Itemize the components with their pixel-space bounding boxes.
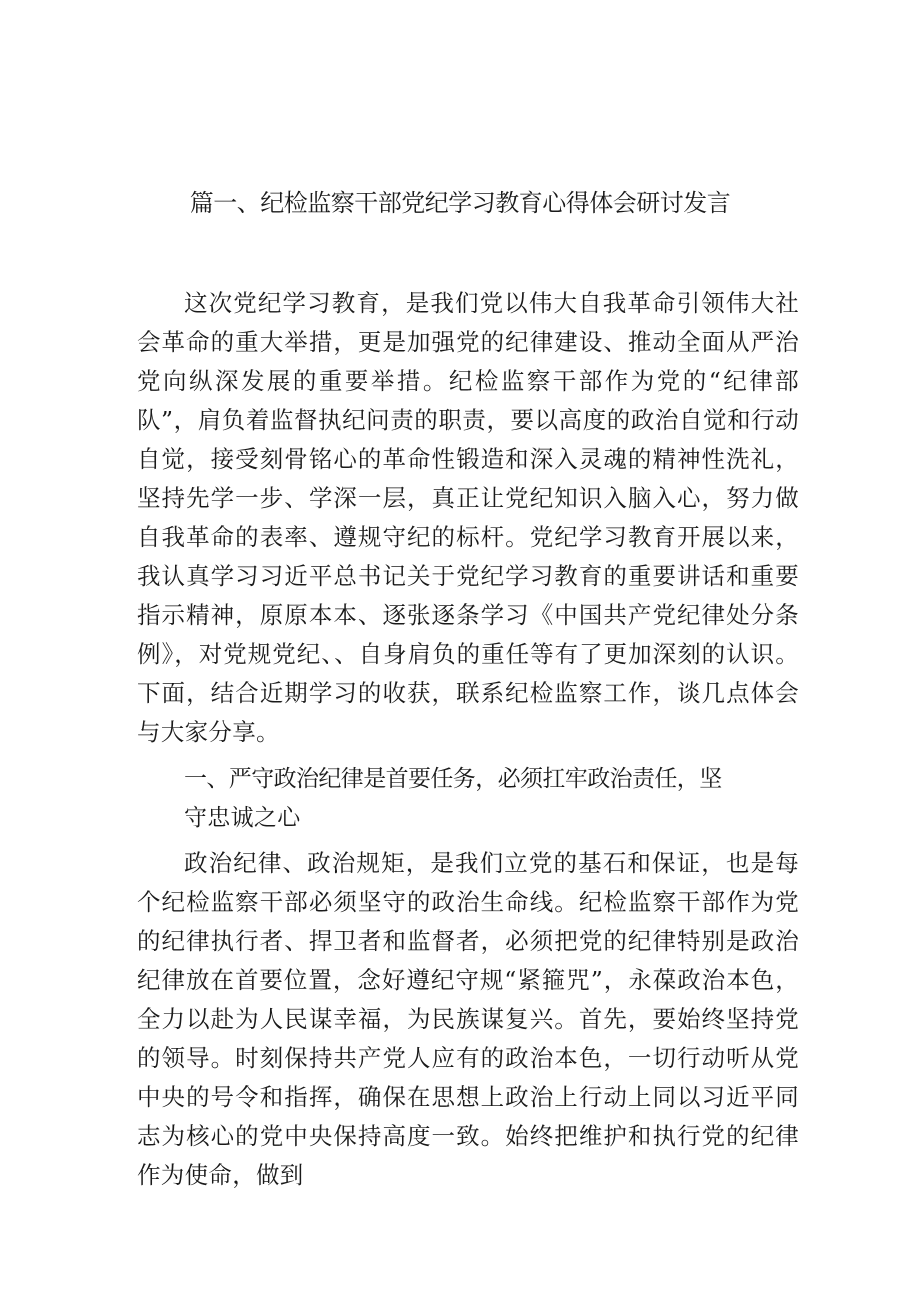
body-paragraph-2: 政治纪律、政治规矩，是我们立党的基石和保证，也是每个纪检监察干部必须坚守的政治生命线。纪检监察干部作为党的纪律执行者、捍卫者和监督者，必须把党的纪律特别是政治纪律放在首要位置，念好遵纪守规“紧箍咒”，永葆政治本色，全力以赴为人民谋幸福，为民族谋复兴。首先，要始终坚持党的领导。时刻保持共产党人应有的政治本色，一切行动听从党中央的号令和指挥，确保在思想上政治上行动上同以习近平同志为核心的党中央保持高度一致。始终把维护和执行党的纪律作为使命，做到 xyxy=(137,849,799,1189)
section-1-heading-line1: 一、严守政治纪律是首要任务，必须扛牢政治责任，坚 xyxy=(184,766,722,792)
section-1-heading xyxy=(137,760,777,838)
section-1-heading-line2: 守忠诚之心 xyxy=(184,805,301,831)
document-title: 篇一、纪检监察干部党纪学习教育心得体会研讨发言 xyxy=(189,189,731,217)
body-paragraph-1: 这次党纪学习教育，是我们党以伟大自我革命引领伟大社会革命的重大举措，更是加强党的纪律建设、推动全面从严治党向纵深发展的重要举措。纪检监察干部作为党的“纪律部队”，肩负着监督执纪问责的职责，要以高度的政治自觉和行动自觉，接受刻骨铭心的革命性锻造和深入灵魂的精神性洗礼，坚持先学一步、学深一层，真正让党纪知识入脑入心，努力做自我革命的表率、遵规守纪的标杆。党纪学习教育开展以来，我认真学习习近平总书记关于党纪学习教育的重要讲话和重要指示精神，原原本本、逐张逐条学习《中国共产党纪律处分条例》，对党规党纪、、自身肩负的重任等有了更加深刻的认识。下面，结合近期学习的收获，联系纪检监察工作，谈几点体会与大家分享。 xyxy=(137,289,799,746)
